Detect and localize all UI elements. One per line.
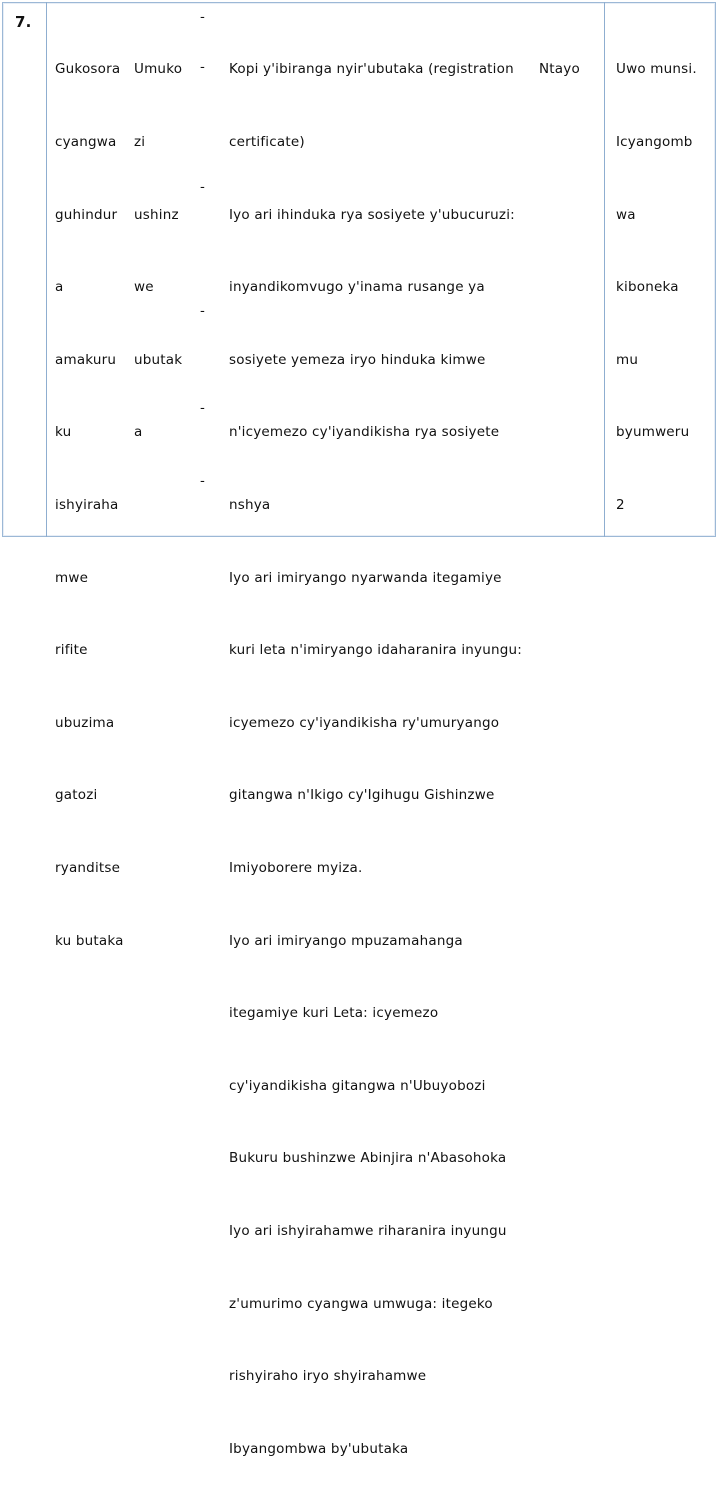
service-column	[55, 9, 124, 977]
responsible-line: ubutak	[134, 351, 183, 368]
requirement-line: rishyiraho iryo shyirahamwe	[229, 1368, 427, 1385]
service-line: ryanditse	[55, 859, 121, 876]
bullet-dash: -	[200, 303, 205, 319]
requirement-line: icyemezo cy'iyandikisha ry'umuryango	[229, 714, 500, 731]
requirement-line: z'umurimo cyangwa umwuga: itegeko	[229, 1295, 493, 1312]
responsible-column	[134, 9, 182, 469]
service-line: gatozi	[55, 787, 98, 804]
responsible-line: zi	[134, 134, 146, 150]
requirement-line: inyandikomvugo y'inama rusange ya	[229, 279, 485, 296]
responsible-line: Umuko	[134, 61, 183, 78]
service-line: Gukosora	[55, 61, 121, 78]
duration-line: 2	[616, 496, 625, 513]
service-line: ishyiraha	[55, 496, 119, 513]
bullet-dash: -	[200, 473, 205, 489]
requirement-line: sosiyete yemeza iryo hinduka kimwe	[229, 351, 486, 368]
duration-line: mu	[616, 351, 639, 368]
responsible-line: ushinz	[134, 206, 179, 223]
fee-column	[539, 9, 580, 106]
bullet-dash: -	[200, 59, 205, 75]
row-number: 7.	[15, 13, 32, 31]
service-line: amakuru	[55, 351, 117, 368]
bullet-dash: -	[200, 179, 205, 195]
duration-line: kiboneka	[616, 279, 679, 296]
service-line: a	[55, 279, 64, 296]
requirement-line: Iyo ari imiryango nyarwanda itegamiye	[229, 569, 502, 586]
requirement-line: nshya	[229, 496, 271, 513]
responsible-line: we	[134, 279, 154, 296]
requirement-line: Kopi y'ibiranga nyir'ubutaka (registration	[229, 61, 514, 78]
service-line: guhindur	[55, 206, 118, 223]
bullet-dash: -	[200, 9, 205, 25]
responsible-line: a	[134, 424, 143, 441]
service-line: ubuzima	[55, 714, 115, 731]
requirement-line: Imiyoborere myiza.	[229, 859, 363, 876]
duration-column	[616, 9, 697, 541]
requirement-line: certificate)	[229, 134, 305, 150]
requirement-line: itegamiye kuri Leta: icyemezo	[229, 1005, 439, 1022]
fee-line: Ntayo	[539, 61, 580, 78]
service-line: ku	[55, 424, 72, 441]
service-line: mwe	[55, 569, 89, 586]
requirement-line: Bukuru bushinzwe Abinjira n'Abasohoka	[229, 1150, 507, 1167]
requirement-line: Ibyangombwa by'ubutaka	[229, 1440, 409, 1457]
requirement-line: kuri leta n'imiryango idaharanira inyungu:	[229, 642, 523, 659]
requirements-column	[229, 9, 522, 1485]
requirement-line: Iyo ari ishyirahamwe riharanira inyungu	[229, 1222, 507, 1239]
service-line: ku butaka	[55, 932, 124, 949]
requirement-line: Iyo ari ihinduka rya sosiyete y'ubucuruzi:	[229, 206, 515, 223]
service-line: rifite	[55, 642, 88, 659]
duration-line: Uwo munsi.	[616, 61, 697, 78]
requirement-line: n'icyemezo cy'iyandikisha rya sosiyete	[229, 424, 500, 441]
column-divider	[46, 2, 47, 537]
duration-line: byumweru	[616, 424, 690, 441]
duration-line: wa	[616, 206, 636, 223]
duration-line: Icyangomb	[616, 134, 693, 150]
service-line: cyangwa	[55, 134, 117, 150]
bullet-dash: -	[200, 400, 205, 416]
requirement-line: gitangwa n'Ikigo cy'Igihugu Gishinzwe	[229, 787, 495, 804]
column-divider	[604, 2, 605, 537]
requirement-line: cy'iyandikisha gitangwa n'Ubuyobozi	[229, 1077, 486, 1094]
requirement-line: Iyo ari imiryango mpuzamahanga	[229, 932, 463, 949]
